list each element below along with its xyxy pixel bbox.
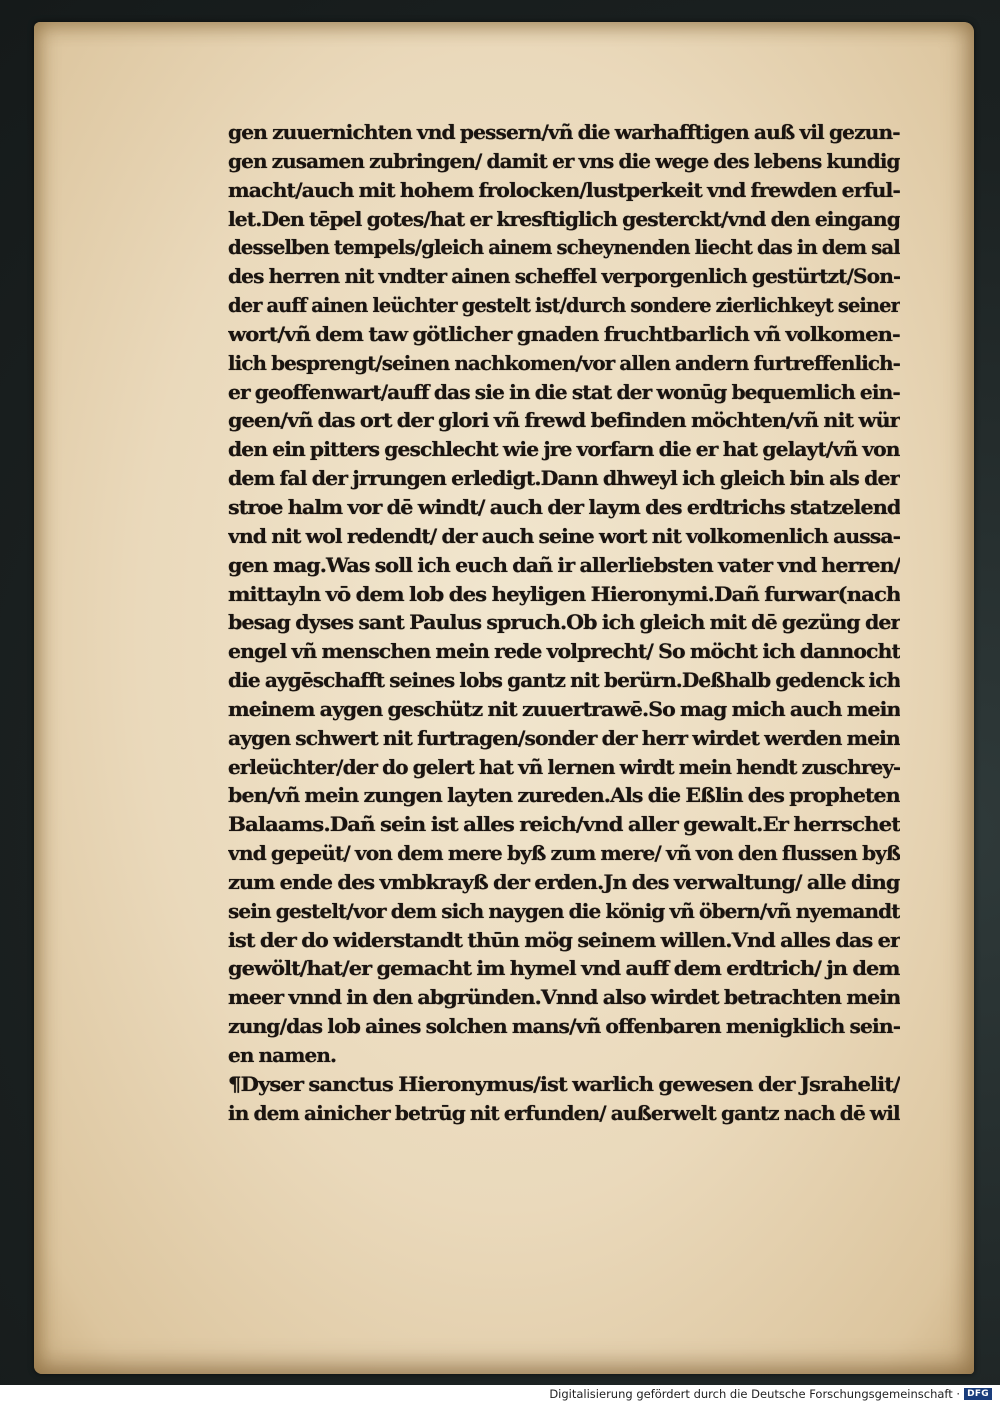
text-line: meer vnnd in den abgründen.Vnnd also wirdet betrachten mein — [228, 985, 900, 1010]
text-line: desselben tempels/gleich ainem scheynenden liecht das in dem sal — [228, 235, 900, 260]
text-line: er geoffenwart/auff das sie in die stat der wonūg bequemlich ein- — [228, 379, 900, 404]
digitization-credit — [549, 1385, 992, 1403]
text-line: geen/vñ das ort der glori vñ frewd befinden möchten/vñ nit wür — [228, 408, 900, 433]
credit-text: Digitalisierung gefördert durch die Deutsche Forschungsgemeinschaft · — [549, 1387, 961, 1401]
text-line: mittayln vō dem lob des heyligen Hieronymi.Dañ furwar(nach — [228, 581, 901, 606]
text-line: ¶Dyser sanctus Hieronymus/ist warlich gewesen der Jsrahelit/ — [228, 1071, 900, 1096]
text-line: ist der do widerstandt thūn mög seinem willen.Vnd alles das er — [228, 927, 900, 952]
text-line: Balaams.Dañ sein ist alles reich/vnd aller gewalt.Er herrschet — [228, 812, 900, 837]
text-line: den ein pitters geschlecht wie jre vorfarn die er hat gelayt/vñ von — [228, 437, 900, 462]
text-line: sein gestelt/vor dem sich naygen die könig vñ öbern/vñ nyemandt — [228, 898, 900, 923]
text-line: wort/vñ dem taw götlicher gnaden fruchtbarlich vñ volkomen- — [228, 321, 900, 346]
text-line: ben/vñ mein zungen layten zureden.Als die Eßlin des propheten — [228, 783, 900, 808]
text-line: in dem ainicher betrūg nit erfunden/ außerwelt gantz nach dē wil — [228, 1100, 900, 1125]
text-line: zung/das lob aines solchen mans/vñ offenbaren menigklich sein- — [228, 1014, 900, 1039]
text-line: vnd gepeüt/ von dem mere byß zum mere/ vñ von den flussen byß — [228, 841, 900, 866]
text-line: macht/auch mit hohem frolocken/lustperkeit vnd frewden erful- — [228, 177, 900, 202]
text-line: erleüchter/der do gelert hat vñ lernen wirdt mein hendt zuschrey- — [228, 754, 900, 779]
text-line: gen zusamen zubringen/ damit er vns die wege des lebens kundig — [228, 148, 900, 173]
text-line: engel vñ menschen mein rede volprecht/ So möcht ich dannocht — [228, 639, 900, 664]
text-line: aygen schwert nit furtragen/sonder der herr wirdet werden mein — [228, 725, 900, 750]
text-line: besag dyses sant Paulus spruch.Ob ich gleich mit dē gezüng der — [228, 610, 900, 635]
text-line: lich besprengt/seinen nachkomen/vor allen andern furtreffenlich- — [228, 350, 900, 375]
text-line: der auff ainen leüchter gestelt ist/durch sondere zierlichkeyt seiner — [228, 293, 900, 318]
text-line: meinem aygen geschütz nit zuuertrawē.So mag mich auch mein — [228, 696, 900, 721]
text-line: let.Den tēpel gotes/hat er kresftiglich gesterckt/vnd den eingang — [228, 206, 901, 231]
text-line: stroe halm vor dē windt/ auch der laym des erdtrichs statzelend — [228, 494, 900, 519]
text-line: die aygēschafft seines lobs gantz nit berürn.Deßhalb gedenck ich — [228, 668, 900, 693]
text-line: vnd nit wol redendt/ der auch seine wort nit volkomenlich aussa- — [228, 523, 900, 548]
text-line: dem fal der jrrungen erledigt.Dann dhweyl ich gleich bin als der — [228, 466, 900, 491]
dfg-logo-icon: DFG — [964, 1388, 992, 1400]
text-line: gewölt/hat/er gemacht im hymel vnd auff dem erdtrich/ jn dem — [228, 956, 900, 981]
text-line: des herren nit vndter ainen scheffel verporgenlich gestürtzt/Son- — [228, 264, 900, 289]
text-line: gen zuuernichten vnd pessern/vñ die warhafftigen auß vil gezun- — [228, 120, 900, 144]
text-line: zum ende des vmbkrayß der erden.Jn des verwaltung/ alle ding — [228, 869, 900, 894]
page-text — [228, 118, 900, 1128]
text-line: en namen. — [228, 1043, 337, 1067]
text-line: gen mag.Was soll ich euch dañ ir allerliebsten vater vnd herren/ — [228, 552, 900, 577]
